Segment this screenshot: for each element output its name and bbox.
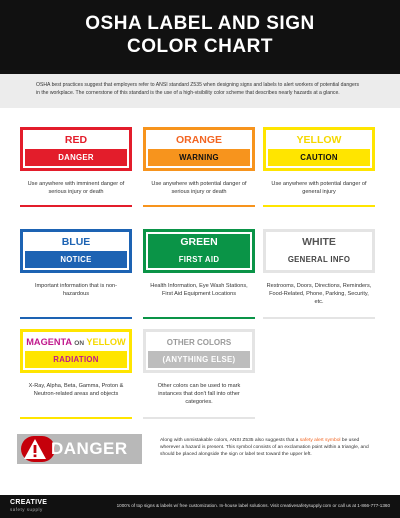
sign-band: (ANYTHING ELSE) xyxy=(148,351,250,368)
sign-band: NOTICE xyxy=(25,251,127,268)
footer-text: 1000's of top signs & labels w/ free customization. In-house label solutions. Visit creativesafetysupply.com or call us at 1-866-777-1360 xyxy=(116,503,390,508)
sign-band: RADIATION xyxy=(25,351,127,368)
card-description: Important information that is non-hazardous xyxy=(34,283,118,297)
card-other xyxy=(143,329,255,406)
card-divider xyxy=(143,417,255,419)
page-title-line2: COLOR CHART xyxy=(127,36,273,57)
safety-alert-icon xyxy=(23,438,47,460)
sign-title: OTHER COLORS xyxy=(166,338,232,347)
footer-bar xyxy=(0,495,400,518)
card-description: Use anywhere with potential danger of general injury xyxy=(271,181,367,195)
note-text-2: be used wherever a hazard is present. This symbol consists of an exclamation point within a triangle, and should be placed alongside the sign or label text toward the upper left. xyxy=(160,438,369,457)
title-on: ON xyxy=(74,340,85,347)
sign-yellow xyxy=(263,127,375,171)
note-highlight: safety alert symbol xyxy=(299,438,341,443)
intro-text: OSHA best practices suggest that employers refer to ANSI standard Z535 when designing signs and labels to alert workers of potential dangers in the workplace. The cornerstone of this standard is the use of a high-visibility color scheme that describes nearly hazards at a glance. xyxy=(0,74,400,108)
card-description: Health Information, Eye Wash Stations, First Aid Equipment Locations xyxy=(150,283,248,297)
sign-green xyxy=(143,229,255,273)
card-divider xyxy=(20,417,132,419)
card-description: Use anywhere with potential danger of serious injury or death xyxy=(151,181,247,195)
sign-band: WARNING xyxy=(148,149,250,166)
card-divider xyxy=(20,205,132,207)
sign-title: RED xyxy=(64,134,88,146)
card-white xyxy=(263,229,375,306)
page-title-line1: OSHA LABEL AND SIGN xyxy=(85,13,315,34)
sign-orange xyxy=(143,127,255,171)
card-green xyxy=(143,229,255,298)
card-divider xyxy=(143,317,255,319)
sign-band: FIRST AID xyxy=(148,251,250,268)
sign-other xyxy=(143,329,255,373)
sign-title: WHITE xyxy=(302,236,336,248)
example-sign-label: DANGER xyxy=(51,439,128,458)
sign-title: ORANGE xyxy=(175,134,223,146)
sign-band: GENERAL INFO xyxy=(268,251,370,268)
title-yellow: YELLOW xyxy=(86,337,126,347)
brand-logo-subtitle: safety supply xyxy=(10,507,43,512)
sign-title: YELLOW xyxy=(296,134,342,146)
brand-logo: CREATIVE xyxy=(10,499,48,506)
card-description: Other colors can be used to mark instances that don't fall into other categories. xyxy=(157,383,241,405)
header-banner xyxy=(0,0,400,74)
sign-title: BLUE xyxy=(61,236,91,248)
safety-alert-note xyxy=(160,437,378,458)
card-red xyxy=(20,127,132,196)
card-yellow xyxy=(263,127,375,196)
card-divider xyxy=(263,205,375,207)
title-magenta: MAGENTA xyxy=(26,337,72,347)
card-description: Use anywhere with imminent danger of serious injury or death xyxy=(27,181,125,195)
card-blue xyxy=(20,229,132,298)
card-divider xyxy=(263,317,375,319)
sign-band: CAUTION xyxy=(268,149,370,166)
sign-blue xyxy=(20,229,132,273)
card-divider xyxy=(143,205,255,207)
card-description: Restrooms, Doors, Directions, Reminders, Food-Related, Phone, Parking, Security, etc. xyxy=(266,283,372,305)
note-text-1: Along with unmistakable colors, ANSI Z535 also suggests that a xyxy=(160,438,300,443)
card-description: X-Ray, Alpha, Beta, Gamma, Proton & Neutron-related areas and objects xyxy=(28,383,124,397)
card-divider xyxy=(20,317,132,319)
sign-title xyxy=(25,334,127,351)
example-danger-sign xyxy=(17,434,142,464)
sign-red xyxy=(20,127,132,171)
sign-band: DANGER xyxy=(25,149,127,166)
sign-white xyxy=(263,229,375,273)
sign-magenta xyxy=(20,329,132,373)
card-orange xyxy=(143,127,255,196)
card-magenta xyxy=(20,329,132,398)
sign-title: GREEN xyxy=(148,234,250,251)
